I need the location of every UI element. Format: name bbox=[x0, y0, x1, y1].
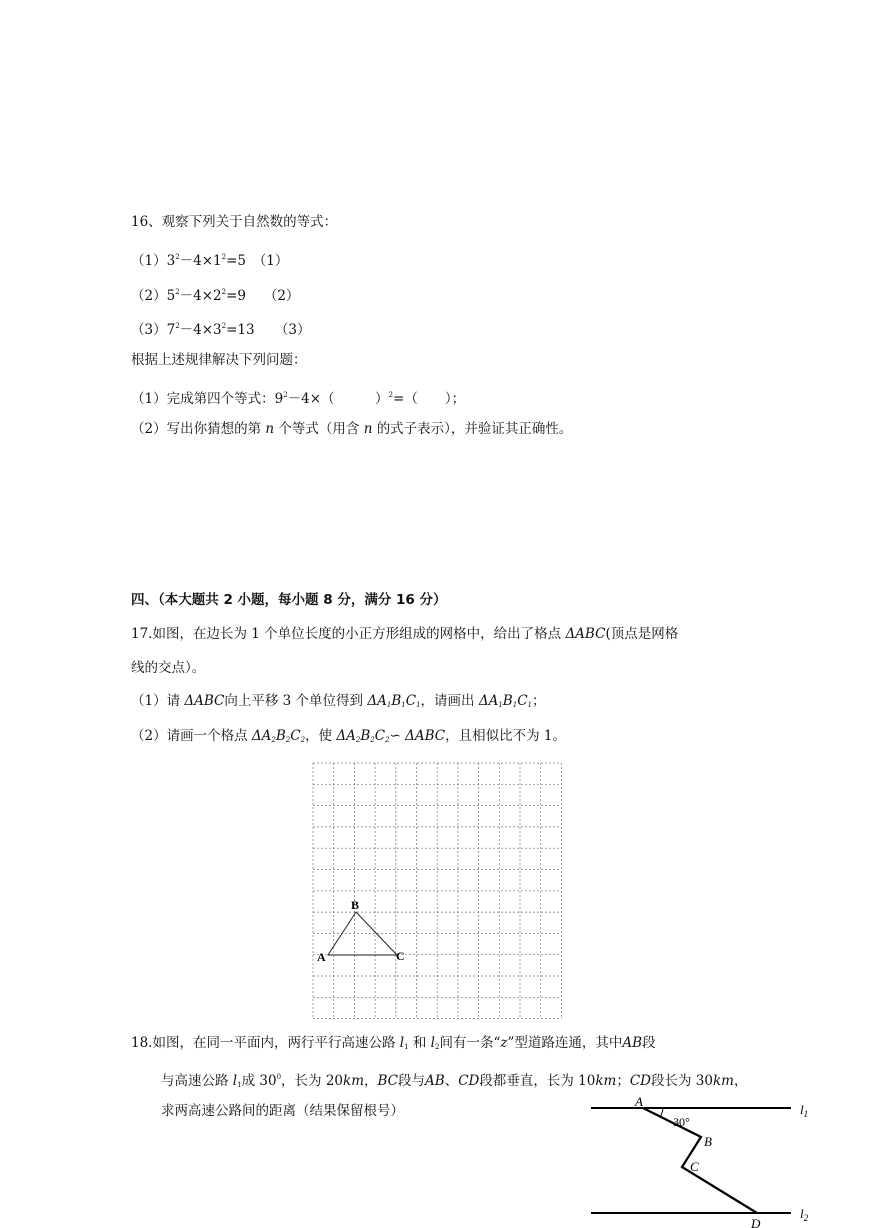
q18-line3: 求两高速公路间的距离（结果保留根号） bbox=[161, 1103, 404, 1119]
label-c: C bbox=[690, 1159, 699, 1174]
q17-line1: 17.如图，在边长为 1 个单位长度的小正方形组成的网格中，给出了格点 ΔABC(顶点是网格 bbox=[131, 626, 679, 642]
q18-line1: 18.如图，在同一平面内，两行平行高速公路 $l_1$ 和 $l_2$间有一条“z”型道路连通，其中AB段 bbox=[131, 1035, 656, 1051]
grid-figure bbox=[306, 758, 566, 1022]
z-road bbox=[643, 1108, 757, 1213]
label-d: D bbox=[751, 1216, 761, 1228]
road-figure bbox=[585, 1092, 825, 1228]
label-c: C bbox=[396, 949, 405, 963]
label-a: A bbox=[317, 950, 326, 964]
q16-eq2: $(2)5^2-4\times 2^2=9$ （2） bbox=[131, 288, 300, 304]
grid-lines bbox=[313, 763, 561, 1019]
angle-arc bbox=[660, 1108, 663, 1117]
label-l2: $l_2$ bbox=[800, 1206, 809, 1223]
label-a: A bbox=[635, 1094, 643, 1109]
q16-eq3: $(3)7^2-4\times 3^2=13$ （3） bbox=[131, 322, 311, 338]
label-l1: $l_1$ bbox=[800, 1102, 809, 1119]
q16-part2: （2）写出你猜想的第 n 个等式（用含 n 的式子表示），并验证其正确性。 bbox=[131, 421, 573, 437]
q18-line2: 与高速公路 $l_1$成 $30^0$，长为 20km，BC段与AB、CD段都垂直，长为 10km；CD段长为 30km， bbox=[161, 1073, 748, 1089]
angle-label: 30° bbox=[673, 1115, 690, 1129]
section-heading: 四、（本大题共 2 小题，每小题 8 分，满分 16 分） bbox=[131, 592, 447, 608]
label-b: B bbox=[704, 1134, 712, 1149]
q16-eq1: $(1)3^2-4\times 1^2=5$ （1） bbox=[131, 253, 289, 269]
q17-part1: （1）请 ΔABC向上平移 3 个单位得到 $\Delta A_1B_1C_1$，请画出 $\Delta A_1B_1C_1$； bbox=[131, 693, 546, 709]
q16-rule: 根据上述规律解决下列问题： bbox=[131, 352, 307, 368]
q16-title: 16、观察下列关于自然数的等式： bbox=[131, 214, 338, 230]
label-b: B bbox=[351, 898, 360, 912]
q17-part2: （2）请画一个格点 $\Delta A_2B_2C_2$，使 $\Delta A_2B_2C_2∽$ ΔABC，且相似比不为 1。 bbox=[131, 728, 567, 744]
q17-line2: 线的交点）。 bbox=[131, 660, 206, 676]
q16-part1: （1）完成第四个等式：$9^2-4\times$（ ）$^2$=（ ）； bbox=[131, 391, 466, 407]
